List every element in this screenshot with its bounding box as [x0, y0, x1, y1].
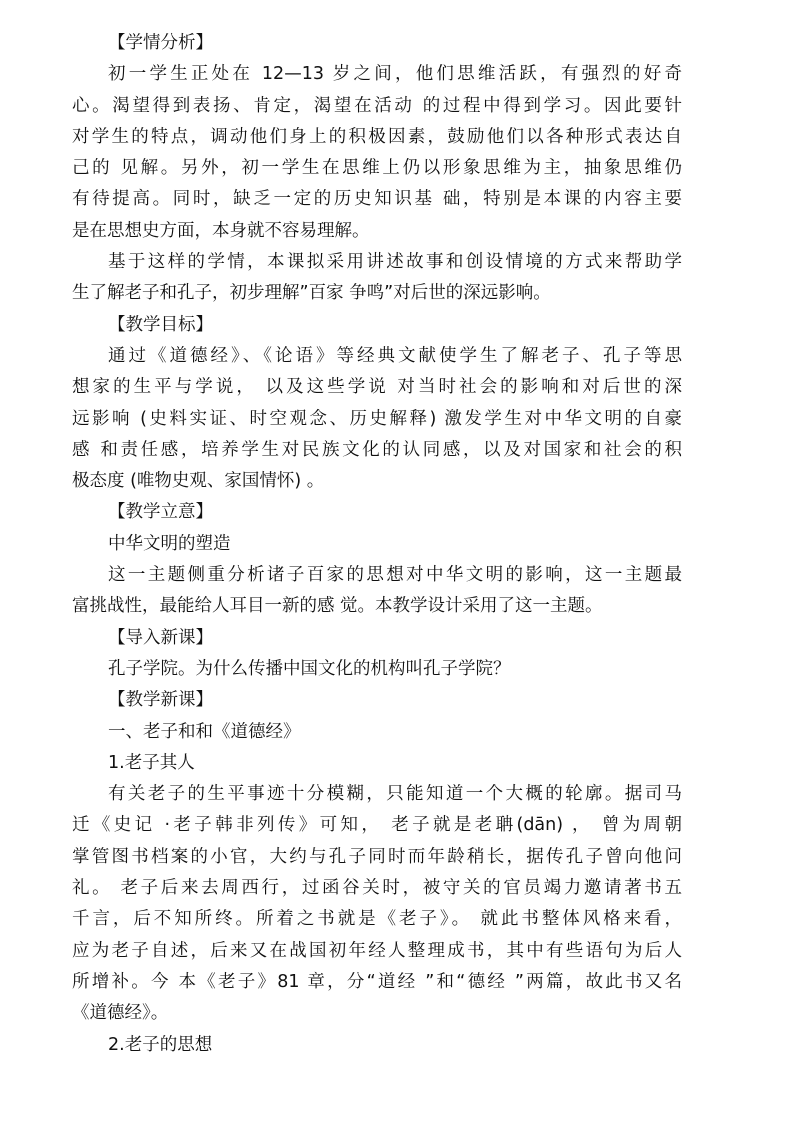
paragraph-line: 生了解老子和孔子，初步理解”百家 争鸣”对后世的深远影响。: [72, 283, 551, 304]
paragraph-line: 对学生的特点，调动他们身上的积极因素，鼓励他们以各种形式表达自: [72, 126, 682, 147]
paragraph-line: 通过《道德经》、《论语》等经典文献使学生了解老子、孔子等思: [108, 345, 682, 366]
subsection-heading: 2.老子的思想: [108, 1034, 213, 1055]
section-heading-lesson-intro: 【导入新课】: [108, 627, 213, 648]
paragraph-line: 初一学生正处在 12—13 岁之间，他们思维活跃，有强烈的好奇: [108, 64, 682, 85]
paragraph-line: 《道德经》。: [72, 1003, 169, 1024]
paragraph-line: 有待提高。同时，缺乏一定的历史知识基 础，特别是本课的内容主要: [72, 189, 682, 210]
section-heading-student-analysis: 【学情分析】: [108, 33, 213, 53]
paragraph-line: 远影响 (史料实证、时空观念、历史解释) 激发学生对中华文明的自豪: [72, 408, 682, 429]
paragraph-line: 己的 见解。另外，初一学生在思维上仍以形象思维为主，抽象思维仍: [72, 158, 682, 179]
paragraph-line: 感 和责任感，培养学生对民族文化的认同感，以及对国家和社会的积: [72, 439, 682, 460]
paragraph-line: 中华文明的塑造: [108, 533, 231, 554]
paragraph-line: 迁《史记 ·老子韩非列传》可知， 老子就是老聃(dān) ， 曾为周朝: [72, 815, 682, 836]
paragraph-line: 礼。 老子后来去周西行，过函谷关时，被守关的官员竭力邀请著书五: [72, 878, 682, 899]
paragraph-line: 基于这样的学情，本课拟采用讲述故事和创设情境的方式来帮助学: [108, 252, 682, 273]
paragraph-line: 这一主题侧重分析诸子百家的思想对中华文明的影响，这一主题最: [108, 565, 682, 586]
paragraph-line: 极态度 (唯物史观、家国情怀) 。: [72, 471, 325, 492]
paragraph-line: 孔子学院。为什么传播中国文化的机构叫孔子学院？: [108, 658, 511, 679]
paragraph-line: 是在思想史方面，本身就不容易理解。: [72, 220, 370, 241]
paragraph-line: 想家的生平与学说， 以及这些学说 对当时社会的影响和对后世的深: [72, 377, 682, 398]
section-heading-teaching-theme: 【教学立意】: [108, 502, 213, 523]
subsection-heading: 1.老子其人: [108, 752, 195, 773]
subsection-heading: 一、老子和和《道德经》: [108, 721, 301, 742]
paragraph-line: 富挑战性，最能给人耳目一新的感 觉。本教学设计采用了这一主题。: [72, 596, 603, 617]
section-heading-teaching-goals: 【教学目标】: [108, 314, 213, 335]
paragraph-line: 所增补。今 本《老子》81 章，分“道经 ”和“德经 ”两篇，故此书又名: [72, 971, 682, 992]
paragraph-line: 千言，后不知所终。所着之书就是《老子》。 就此书整体风格来看，: [72, 909, 682, 930]
section-heading-new-lesson: 【教学新课】: [108, 690, 213, 711]
paragraph-line: 心。渴望得到表扬、肯定，渴望在活动 的过程中得到学习。因此要针: [72, 95, 682, 116]
paragraph-line: 有关老子的生平事迹十分模糊，只能知道一个大概的轮廓。据司马: [108, 784, 682, 805]
paragraph-line: 掌管图书档案的小官，大约与孔子同时而年龄稍长，据传孔子曾向他问: [72, 846, 682, 867]
document-page: [72, 28, 682, 1061]
paragraph-line: 应为老子自述，后来又在战国初年经人整理成书，其中有些语句为后人: [72, 940, 682, 961]
